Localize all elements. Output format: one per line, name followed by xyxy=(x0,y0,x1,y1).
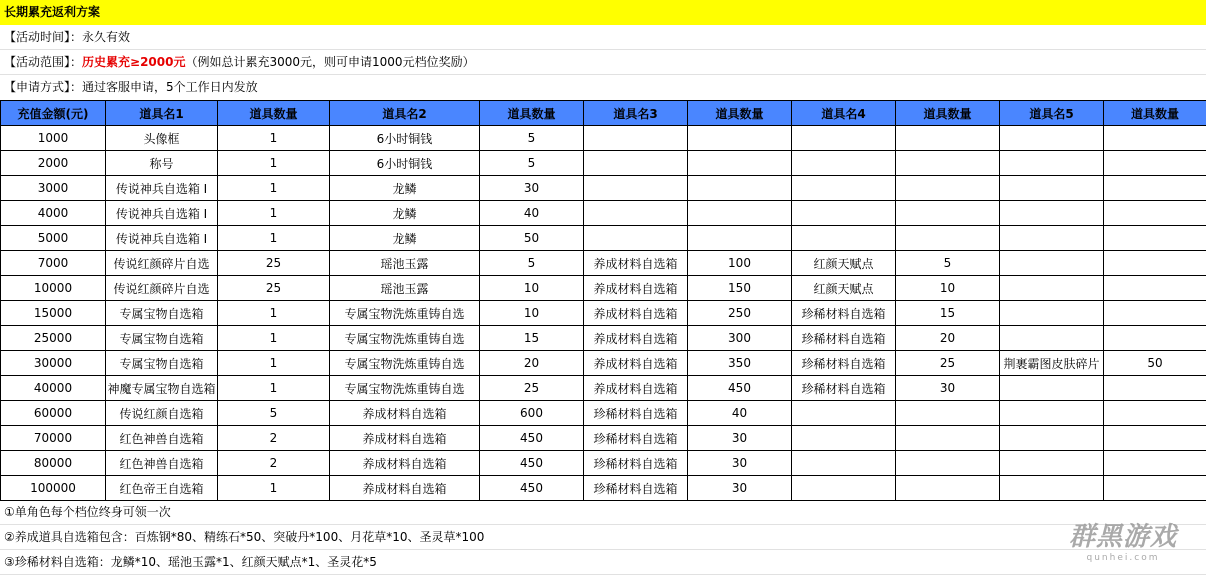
table-cell: 5 xyxy=(218,401,330,426)
table-cell xyxy=(584,226,688,251)
note-3: ③珍稀材料自选箱：龙鳞*10、瑶池玉露*1、红颜天赋点*1、圣灵花*5 xyxy=(0,550,1206,575)
note-2: ②养成道具自选箱包含：百炼钢*80、精练石*50、突破丹*100、月花草*10、圣灵草*100 xyxy=(0,525,1206,550)
table-cell: 红颜天赋点 xyxy=(792,251,896,276)
table-cell: 珍稀材料自选箱 xyxy=(584,476,688,501)
table-cell: 珍稀材料自选箱 xyxy=(792,326,896,351)
activity-time-value: 永久有效 xyxy=(82,30,131,44)
table-cell xyxy=(896,401,1000,426)
table-cell: 300 xyxy=(688,326,792,351)
table-row xyxy=(1,426,1206,451)
table-cell xyxy=(1104,451,1206,476)
table-cell: 6小时铜钱 xyxy=(330,126,480,151)
table-cell: 专属宝物自选箱 xyxy=(106,326,218,351)
table-cell xyxy=(1104,176,1206,201)
header-item5: 道具名5 xyxy=(1000,101,1104,126)
table-cell: 25 xyxy=(480,376,584,401)
table-cell: 40 xyxy=(480,201,584,226)
table-cell: 传说红颜碎片自选 xyxy=(106,251,218,276)
table-cell: 龙鳞 xyxy=(330,226,480,251)
table-cell xyxy=(1104,201,1206,226)
table-cell xyxy=(584,176,688,201)
table-cell xyxy=(896,151,1000,176)
table-cell: 龙鳞 xyxy=(330,201,480,226)
table-cell: 养成材料自选箱 xyxy=(330,451,480,476)
table-cell xyxy=(1104,326,1206,351)
table-cell: 专属宝物自选箱 xyxy=(106,301,218,326)
table-cell xyxy=(688,176,792,201)
activity-time-label: 【活动时间】： xyxy=(4,30,83,44)
header-item4: 道具名4 xyxy=(792,101,896,126)
activity-scope-note: （例如总计累充3000元，则可申请1000元档位奖励） xyxy=(185,55,475,69)
table-cell: 珍稀材料自选箱 xyxy=(584,426,688,451)
table-cell: 30 xyxy=(896,376,1000,401)
table-cell xyxy=(896,176,1000,201)
table-cell: 250 xyxy=(688,301,792,326)
header-qty1: 道具数量 xyxy=(218,101,330,126)
table-cell: 传说红颜自选箱 xyxy=(106,401,218,426)
table-cell: 专属宝物洗炼重铸自选 xyxy=(330,326,480,351)
note-1: ①单角色每个档位终身可领一次 xyxy=(0,500,1206,525)
table-cell: 红色帝王自选箱 xyxy=(106,476,218,501)
table-cell: 养成材料自选箱 xyxy=(584,276,688,301)
table-row xyxy=(1,476,1206,501)
activity-time-row xyxy=(0,25,1206,50)
table-cell xyxy=(1000,301,1104,326)
header-amount: 充值金额(元) xyxy=(1,101,106,126)
table-cell xyxy=(1000,326,1104,351)
table-cell xyxy=(1000,226,1104,251)
table-cell: 30 xyxy=(688,451,792,476)
table-body xyxy=(1,126,1206,501)
table-row xyxy=(1,176,1206,201)
header-qty4: 道具数量 xyxy=(896,101,1000,126)
table-cell: 珍稀材料自选箱 xyxy=(792,301,896,326)
table-cell: 5 xyxy=(480,151,584,176)
table-cell: 7000 xyxy=(1,251,106,276)
table-cell xyxy=(1104,476,1206,501)
table-cell: 珍稀材料自选箱 xyxy=(584,401,688,426)
table-cell xyxy=(1000,451,1104,476)
table-cell xyxy=(1000,201,1104,226)
table-cell xyxy=(1104,251,1206,276)
table-cell xyxy=(1000,176,1104,201)
table-cell: 600 xyxy=(480,401,584,426)
table-cell: 80000 xyxy=(1,451,106,476)
table-cell xyxy=(1000,151,1104,176)
table-cell: 150 xyxy=(688,276,792,301)
table-cell xyxy=(896,126,1000,151)
table-cell: 1 xyxy=(218,226,330,251)
apply-method-row xyxy=(0,75,1206,100)
table-cell: 养成材料自选箱 xyxy=(584,251,688,276)
header-qty5: 道具数量 xyxy=(1104,101,1206,126)
table-cell xyxy=(1000,476,1104,501)
table-cell: 荆裹霸图皮肤碎片 xyxy=(1000,351,1104,376)
table-cell xyxy=(792,451,896,476)
table-cell: 3000 xyxy=(1,176,106,201)
table-cell: 传说神兵自选箱 I xyxy=(106,226,218,251)
table-cell: 20 xyxy=(480,351,584,376)
table-cell xyxy=(1104,151,1206,176)
table-cell xyxy=(896,226,1000,251)
table-cell: 养成材料自选箱 xyxy=(584,376,688,401)
table-cell xyxy=(792,426,896,451)
activity-scope-label: 【活动范围】： xyxy=(4,55,83,69)
table-cell xyxy=(1000,251,1104,276)
table-cell: 4000 xyxy=(1,201,106,226)
table-cell: 30000 xyxy=(1,351,106,376)
table-cell: 50 xyxy=(480,226,584,251)
table-cell: 专属宝物洗炼重铸自选 xyxy=(330,351,480,376)
watermark-logo xyxy=(1058,522,1188,568)
table-cell: 40000 xyxy=(1,376,106,401)
table-cell: 1 xyxy=(218,201,330,226)
table-cell: 红色神兽自选箱 xyxy=(106,451,218,476)
table-cell: 30 xyxy=(688,426,792,451)
table-cell: 养成材料自选箱 xyxy=(584,351,688,376)
watermark-text: 群黑游戏 xyxy=(1068,522,1177,552)
activity-scope-highlight: 历史累充≥2000元 xyxy=(82,55,186,69)
table-cell: 1 xyxy=(218,351,330,376)
table-cell: 15 xyxy=(896,301,1000,326)
table-cell: 传说红颜碎片自选 xyxy=(106,276,218,301)
table-cell: 1 xyxy=(218,326,330,351)
title-row xyxy=(0,0,1206,25)
apply-method-value: 通过客服申请，5个工作日内发放 xyxy=(82,80,258,94)
header-qty3: 道具数量 xyxy=(688,101,792,126)
table-cell: 5 xyxy=(896,251,1000,276)
table-row xyxy=(1,151,1206,176)
reward-table xyxy=(0,100,1206,501)
table-cell xyxy=(1104,376,1206,401)
table-cell: 瑶池玉露 xyxy=(330,276,480,301)
table-cell: 2000 xyxy=(1,151,106,176)
table-row xyxy=(1,126,1206,151)
table-cell: 450 xyxy=(480,476,584,501)
table-cell: 养成材料自选箱 xyxy=(330,401,480,426)
table-cell: 30 xyxy=(688,476,792,501)
table-cell xyxy=(792,126,896,151)
table-cell xyxy=(1104,276,1206,301)
table-cell xyxy=(584,201,688,226)
table-cell: 专属宝物自选箱 xyxy=(106,351,218,376)
table-cell xyxy=(688,201,792,226)
table-cell: 1 xyxy=(218,126,330,151)
table-cell xyxy=(584,151,688,176)
table-cell: 450 xyxy=(688,376,792,401)
table-row xyxy=(1,451,1206,476)
table-cell xyxy=(896,476,1000,501)
table-row xyxy=(1,226,1206,251)
table-cell: 龙鳞 xyxy=(330,176,480,201)
table-cell: 珍稀材料自选箱 xyxy=(792,376,896,401)
table-cell: 头像框 xyxy=(106,126,218,151)
table-cell: 红颜天赋点 xyxy=(792,276,896,301)
header-item3: 道具名3 xyxy=(584,101,688,126)
apply-method-label: 【申请方式】： xyxy=(4,80,83,94)
table-cell xyxy=(584,126,688,151)
table-cell: 10 xyxy=(896,276,1000,301)
table-cell: 5 xyxy=(480,126,584,151)
table-cell: 5 xyxy=(480,251,584,276)
header-item2: 道具名2 xyxy=(330,101,480,126)
table-cell xyxy=(688,126,792,151)
table-cell xyxy=(688,151,792,176)
table-cell: 350 xyxy=(688,351,792,376)
table-cell xyxy=(1000,276,1104,301)
watermark-domain: qunhei.com xyxy=(1086,553,1160,563)
table-cell xyxy=(1000,401,1104,426)
table-cell: 25 xyxy=(896,351,1000,376)
table-cell: 50 xyxy=(1104,351,1206,376)
table-cell: 珍稀材料自选箱 xyxy=(584,451,688,476)
table-cell xyxy=(1104,401,1206,426)
table-row xyxy=(1,376,1206,401)
table-cell: 10 xyxy=(480,301,584,326)
table-cell: 15000 xyxy=(1,301,106,326)
table-cell xyxy=(792,201,896,226)
table-cell: 1000 xyxy=(1,126,106,151)
table-cell xyxy=(1104,426,1206,451)
table-cell: 专属宝物洗炼重铸自选 xyxy=(330,301,480,326)
table-cell: 70000 xyxy=(1,426,106,451)
table-cell: 1 xyxy=(218,176,330,201)
table-row xyxy=(1,301,1206,326)
table-cell: 1 xyxy=(218,151,330,176)
table-cell xyxy=(688,226,792,251)
activity-scope-row xyxy=(0,50,1206,75)
table-cell xyxy=(792,151,896,176)
table-cell: 养成材料自选箱 xyxy=(330,476,480,501)
table-cell: 450 xyxy=(480,426,584,451)
table-cell: 2 xyxy=(218,451,330,476)
table-row xyxy=(1,251,1206,276)
table-cell: 2 xyxy=(218,426,330,451)
table-cell: 25000 xyxy=(1,326,106,351)
table-row xyxy=(1,201,1206,226)
table-cell xyxy=(896,451,1000,476)
table-cell: 60000 xyxy=(1,401,106,426)
table-cell: 30 xyxy=(480,176,584,201)
table-cell: 瑶池玉露 xyxy=(330,251,480,276)
table-header-row xyxy=(1,101,1206,126)
table-cell xyxy=(896,426,1000,451)
header-item1: 道具名1 xyxy=(106,101,218,126)
table-cell xyxy=(896,201,1000,226)
table-cell: 450 xyxy=(480,451,584,476)
table-cell xyxy=(792,476,896,501)
table-cell: 25 xyxy=(218,251,330,276)
table-cell: 养成材料自选箱 xyxy=(330,426,480,451)
table-cell xyxy=(1104,301,1206,326)
table-cell: 5000 xyxy=(1,226,106,251)
table-cell xyxy=(1104,126,1206,151)
table-cell: 6小时铜钱 xyxy=(330,151,480,176)
table-cell: 25 xyxy=(218,276,330,301)
table-row xyxy=(1,401,1206,426)
table-row xyxy=(1,276,1206,301)
table-cell xyxy=(1000,426,1104,451)
table-cell: 称号 xyxy=(106,151,218,176)
table-cell: 红色神兽自选箱 xyxy=(106,426,218,451)
table-cell: 15 xyxy=(480,326,584,351)
table-cell xyxy=(792,401,896,426)
table-cell: 传说神兵自选箱 I xyxy=(106,201,218,226)
table-cell xyxy=(1000,376,1104,401)
table-cell: 100 xyxy=(688,251,792,276)
table-cell: 1 xyxy=(218,376,330,401)
header-qty2: 道具数量 xyxy=(480,101,584,126)
table-cell xyxy=(792,226,896,251)
table-cell: 40 xyxy=(688,401,792,426)
table-cell: 珍稀材料自选箱 xyxy=(792,351,896,376)
table-row xyxy=(1,351,1206,376)
table-cell: 传说神兵自选箱 I xyxy=(106,176,218,201)
table-cell xyxy=(792,176,896,201)
table-row xyxy=(1,326,1206,351)
table-cell: 专属宝物洗炼重铸自选 xyxy=(330,376,480,401)
table-cell: 100000 xyxy=(1,476,106,501)
notes-section xyxy=(0,500,1206,575)
table-cell xyxy=(1104,226,1206,251)
table-cell: 10 xyxy=(480,276,584,301)
table-cell: 1 xyxy=(218,301,330,326)
table-cell: 养成材料自选箱 xyxy=(584,301,688,326)
table-cell: 20 xyxy=(896,326,1000,351)
table-cell: 1 xyxy=(218,476,330,501)
table-cell: 神魔专属宝物自选箱 xyxy=(106,376,218,401)
table-cell: 10000 xyxy=(1,276,106,301)
table-cell xyxy=(1000,126,1104,151)
sheet-title: 长期累充返利方案 xyxy=(4,5,101,19)
table-cell: 养成材料自选箱 xyxy=(584,326,688,351)
